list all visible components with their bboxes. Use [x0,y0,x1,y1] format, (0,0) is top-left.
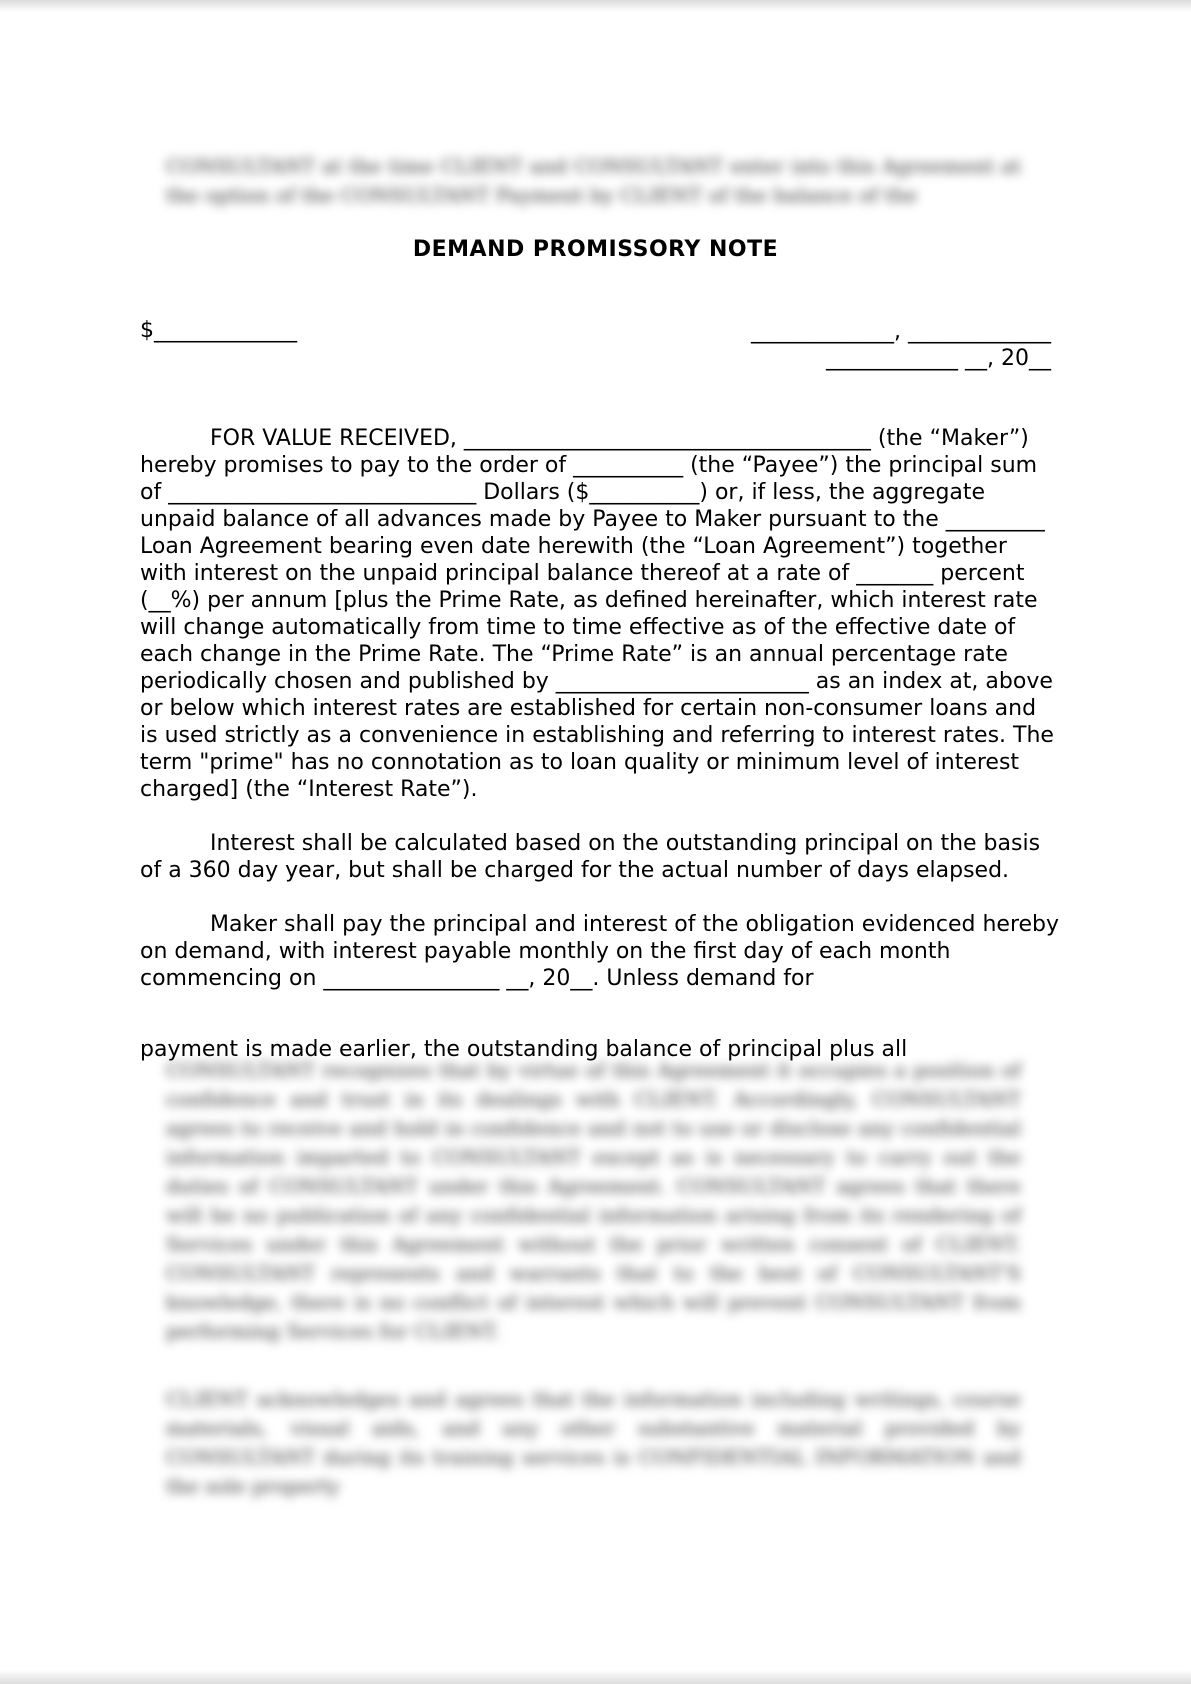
page-bottom-edge [0,1670,1191,1684]
paragraph-interest-calculation: Interest shall be calculated based on the outstanding principal on the basis of a 360 day year, but shall be charged for the actual number of days elapsed. [140,831,1041,883]
document-title: DEMAND PROMISSORY NOTE [412,237,779,262]
date-block [751,318,1051,372]
page-top-edge [0,0,1191,12]
date-line-place: _____________, _____________ [751,319,1051,344]
blurred-preview-text-middle: CONSULTANT recognizes that by virtue of this Agreement it occupies a position of confidence and trust in its dealings with CLIENT. Accordingly, CONSULTANT agrees to receive and hold in confidence and not to use or disclose any confidential information imparted to CONSULTANT except as is necessary to carry out the duties of CONSULTANT under this Agreement. CONSULTANT agrees that there will be no publication of any confidential information arising from its rendering of Services under this Agreement without the prior written consent of CLIENT. CONSULTANT represents and warrants that to the best of CONSULTANT'S knowledge, there is no conflict of interest which will prevent CONSULTANT from performing Services for CLIENT. [166,1058,1021,1343]
paragraph-payment-terms: Maker shall pay the principal and interest of the obligation evidenced hereby on demand, with interest payable monthly on the first day of each month commencing on ________________ __, 20__. Unless demand for [140,912,1060,991]
cut-off-text: payment is made earlier, the outstanding balance of principal plus all [140,1037,908,1062]
amount-blank: $_____________ [140,318,297,343]
date-line-date: ____________ __, 20__ [826,346,1051,371]
document-body [140,425,1060,1019]
blurred-preview-text-top: CONSULTANT at the time CLIENT and CONSULTANT enter into this Agreement at the option of the CONSULTANT Payment by CLIENT of the balance of the [166,154,1021,207]
blurred-preview-text-bottom: CLIENT acknowledges and agrees that the information including writings, course materials, visual aids, and any other substantive material provided by CONSULTANT during its training services is CONFIDENTIAL INFORMATION and the sole property [166,1387,1021,1498]
paragraph-value-received: FOR VALUE RECEIVED, _____________________________________ (the “Maker”) hereby promises to pay to the order of __________ (the “Payee”) the principal sum of ____________________________ Dollars ($__________) or, if less, the aggregate unpaid balance of all advances made by Payee to Maker pursuant to the _________ Loan Agreement bearing even date herewith (the “Loan Agreement”) together with interest on the unpaid principal balance thereof at a rate of _______ percent (__%) per annum [plus the Prime Rate, as defined hereinafter, which interest rate will change automatically from time to time effective as of the effective date of each change in the Prime Rate. The “Prime Rate” is an annual percentage rate periodically chosen and published by _______________________ as an index at, above or below which interest rates are established for certain non-consumer loans and is used strictly as a convenience in establishing and referring to interest rates. The term "prime" has no connotation as to loan quality or minimum level of interest charged] (the “Interest Rate”). [140,426,1054,802]
